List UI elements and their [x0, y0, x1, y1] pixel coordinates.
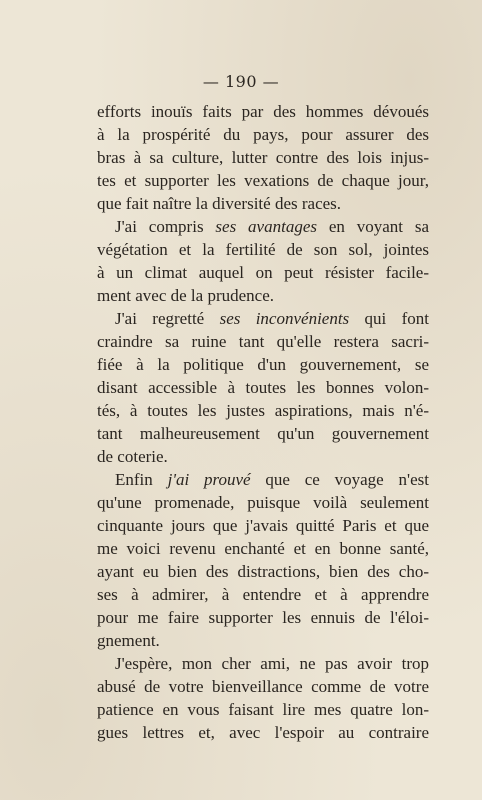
- italic-phrase: j'ai prouvé: [167, 470, 251, 489]
- text-line: ment avec de la prudence.: [97, 286, 274, 305]
- text-line: disant accessible à toutes les bonnes volon-: [97, 378, 429, 397]
- text-span: qui font: [349, 309, 430, 328]
- text-line: qu'une promenade, puisque voilà seulement: [97, 493, 429, 512]
- text-line: efforts inouïs faits par des hommes dévoués: [97, 102, 429, 121]
- text-line: me voici revenu enchanté et en bonne santé,: [97, 539, 429, 558]
- text-line: J'espère, mon cher ami, ne pas avoir trop: [115, 654, 429, 673]
- text-line: à un climat auquel on peut résister facile-: [97, 263, 429, 282]
- text-line: ses à admirer, à entendre et à apprendre: [97, 585, 429, 604]
- text-span: que ce voyage n'est: [250, 470, 429, 489]
- text-line: [97, 468, 429, 491]
- text-line: que fait naître la diversité des races.: [97, 194, 342, 213]
- text-line: tant malheureusement qu'un gouvernement: [97, 424, 429, 443]
- italic-phrase: ses inconvénients: [219, 309, 350, 328]
- text-line: craindre sa ruine tant qu'elle restera sacri-: [97, 332, 429, 351]
- text-span: Enfin: [115, 470, 168, 489]
- text-line: végétation et la fertilité de son sol, jointes: [97, 240, 429, 259]
- text-line: de coterie.: [97, 447, 168, 466]
- text-line: tes et supporter les vexations de chaque jour,: [97, 171, 429, 190]
- body-text: [97, 100, 429, 744]
- text-line: bras à sa culture, lutter contre des lois injus-: [97, 148, 429, 167]
- text-line: fiée à la politique d'un gouvernement, se: [97, 355, 429, 374]
- page-number: — 190 —: [202, 72, 280, 91]
- text-line: [97, 215, 429, 238]
- text-line: gnement.: [97, 631, 160, 650]
- text-line: patience en vous faisant lire mes quatre lon-: [97, 700, 429, 719]
- text-line: gues lettres et, avec l'espoir au contraire: [97, 723, 429, 742]
- text-line: [97, 307, 429, 330]
- text-line: pour me faire supporter les ennuis de l'éloi-: [97, 608, 429, 627]
- italic-phrase: ses avantages: [215, 217, 317, 236]
- text-line: cinquante jours que j'avais quitté Paris et que: [97, 516, 429, 535]
- text-span: en voyant sa: [316, 217, 429, 236]
- text-line: ayant eu bien des distractions, bien des cho-: [97, 562, 429, 581]
- text-span: J'ai compris: [115, 217, 216, 236]
- text-line: tés, à toutes les justes aspirations, mais n'é-: [97, 401, 429, 420]
- text-span: J'ai regretté: [115, 309, 220, 328]
- text-line: abusé de votre bienveillance comme de votre: [97, 677, 429, 696]
- text-line: à la prospérité du pays, pour assurer des: [97, 125, 429, 144]
